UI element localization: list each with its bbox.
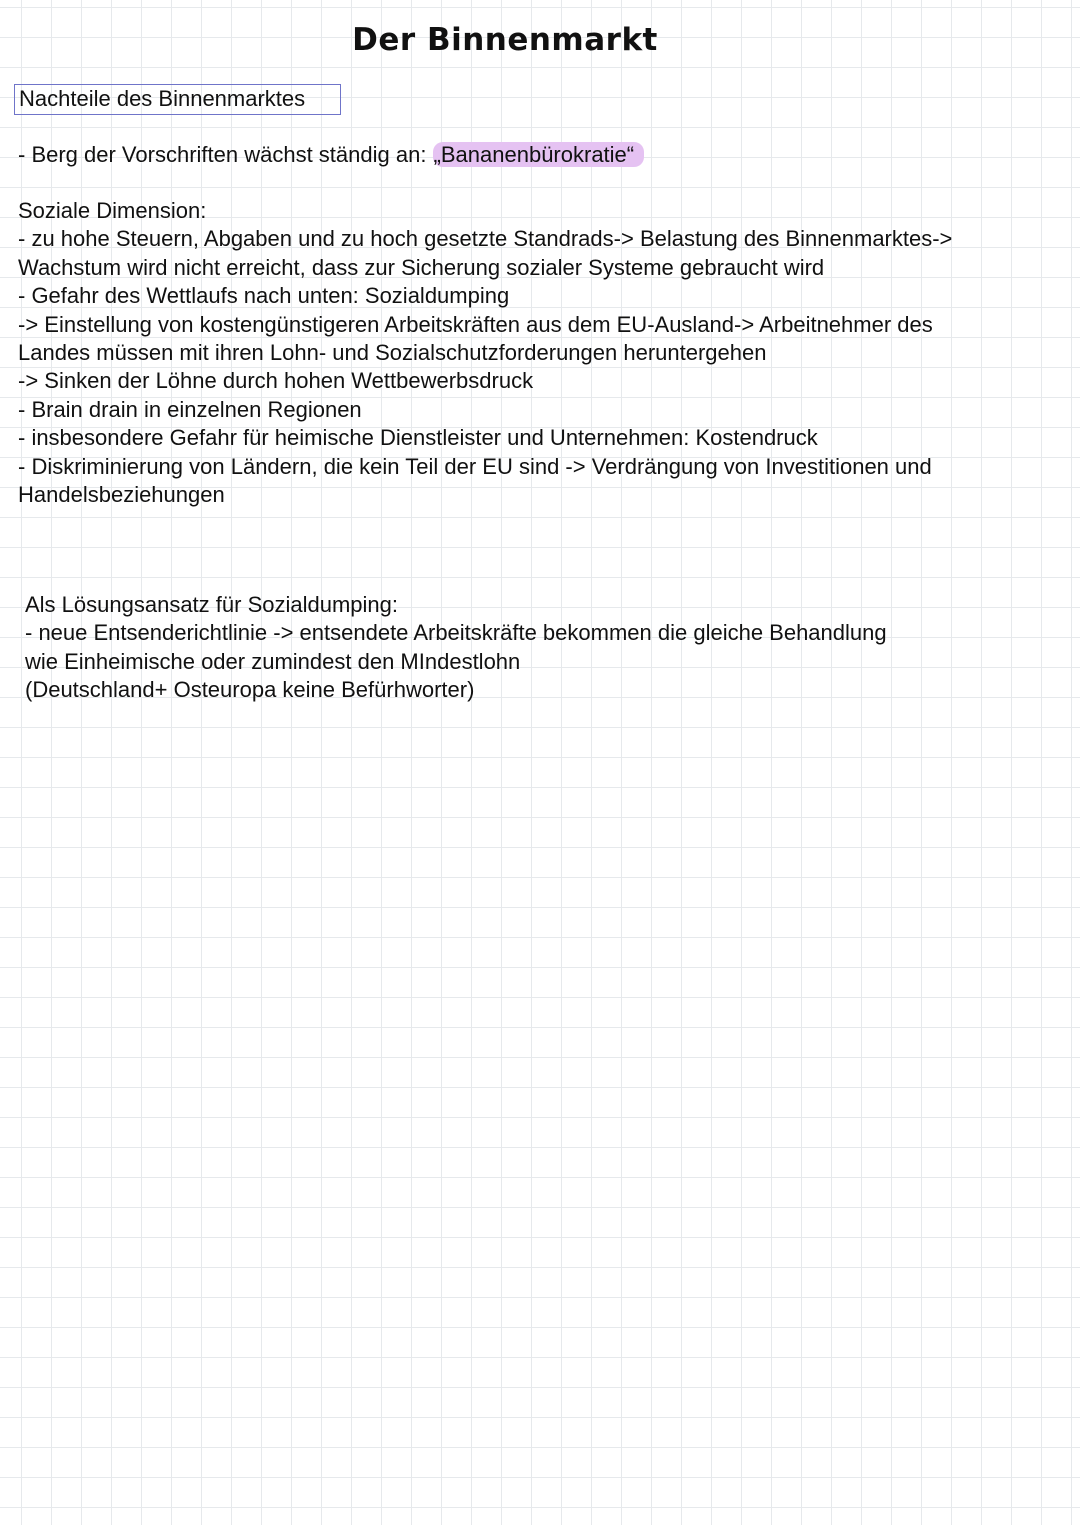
- list-item: - insbesondere Gefahr für heimische Dienstleister und Unternehmen: Kostendruck: [18, 425, 818, 451]
- list-item: (Deutschland+ Osteuropa keine Befürhworter): [25, 677, 475, 703]
- social-heading: Soziale Dimension:: [18, 198, 207, 223]
- list-item: -> Sinken der Löhne durch hohen Wettbewerbsdruck: [18, 368, 534, 394]
- list-item: -> Einstellung von kostengünstigeren Arbeitskräften aus dem EU-Ausland-> Arbeitnehmer des: [18, 311, 933, 337]
- list-item: - neue Entsenderichtlinie -> entsendete Arbeitskräfte bekommen die gleiche Behandlung: [25, 620, 887, 646]
- list-item: - Gefahr des Wettlaufs nach unten: Sozialdumping: [18, 283, 510, 309]
- list-item: Wachstum wird nicht erreicht, dass zur Sicherung sozialer Systeme gebraucht wird: [18, 254, 825, 280]
- list-item: wie Einheimische oder zumindest den MIndestlohn: [25, 648, 521, 674]
- intro-prefix: - Berg der Vorschriften wächst ständig an:: [18, 142, 433, 167]
- solution-section: [25, 591, 887, 705]
- list-item: Landes müssen mit ihren Lohn- und Sozialschutzforderungen heruntergehen: [18, 340, 767, 366]
- highlighted-term: „Bananenbürokratie“: [433, 142, 645, 167]
- list-item: Handelsbeziehungen: [18, 482, 225, 508]
- section-heading-box: Nachteile des Binnenmarktes: [14, 84, 341, 115]
- page-title: Der Binnenmarkt: [352, 22, 658, 58]
- social-dimension-section: [18, 197, 952, 509]
- list-item: - Brain drain in einzelnen Regionen: [18, 396, 362, 422]
- list-item: - Diskriminierung von Ländern, die kein Teil der EU sind -> Verdrängung von Investitionen und: [18, 453, 932, 479]
- solution-heading: Als Lösungsansatz für Sozialdumping:: [25, 592, 398, 617]
- intro-line: [18, 141, 644, 169]
- list-item: - zu hohe Steuern, Abgaben und zu hoch gesetzte Standrads-> Belastung des Binnenmarktes->: [18, 226, 953, 252]
